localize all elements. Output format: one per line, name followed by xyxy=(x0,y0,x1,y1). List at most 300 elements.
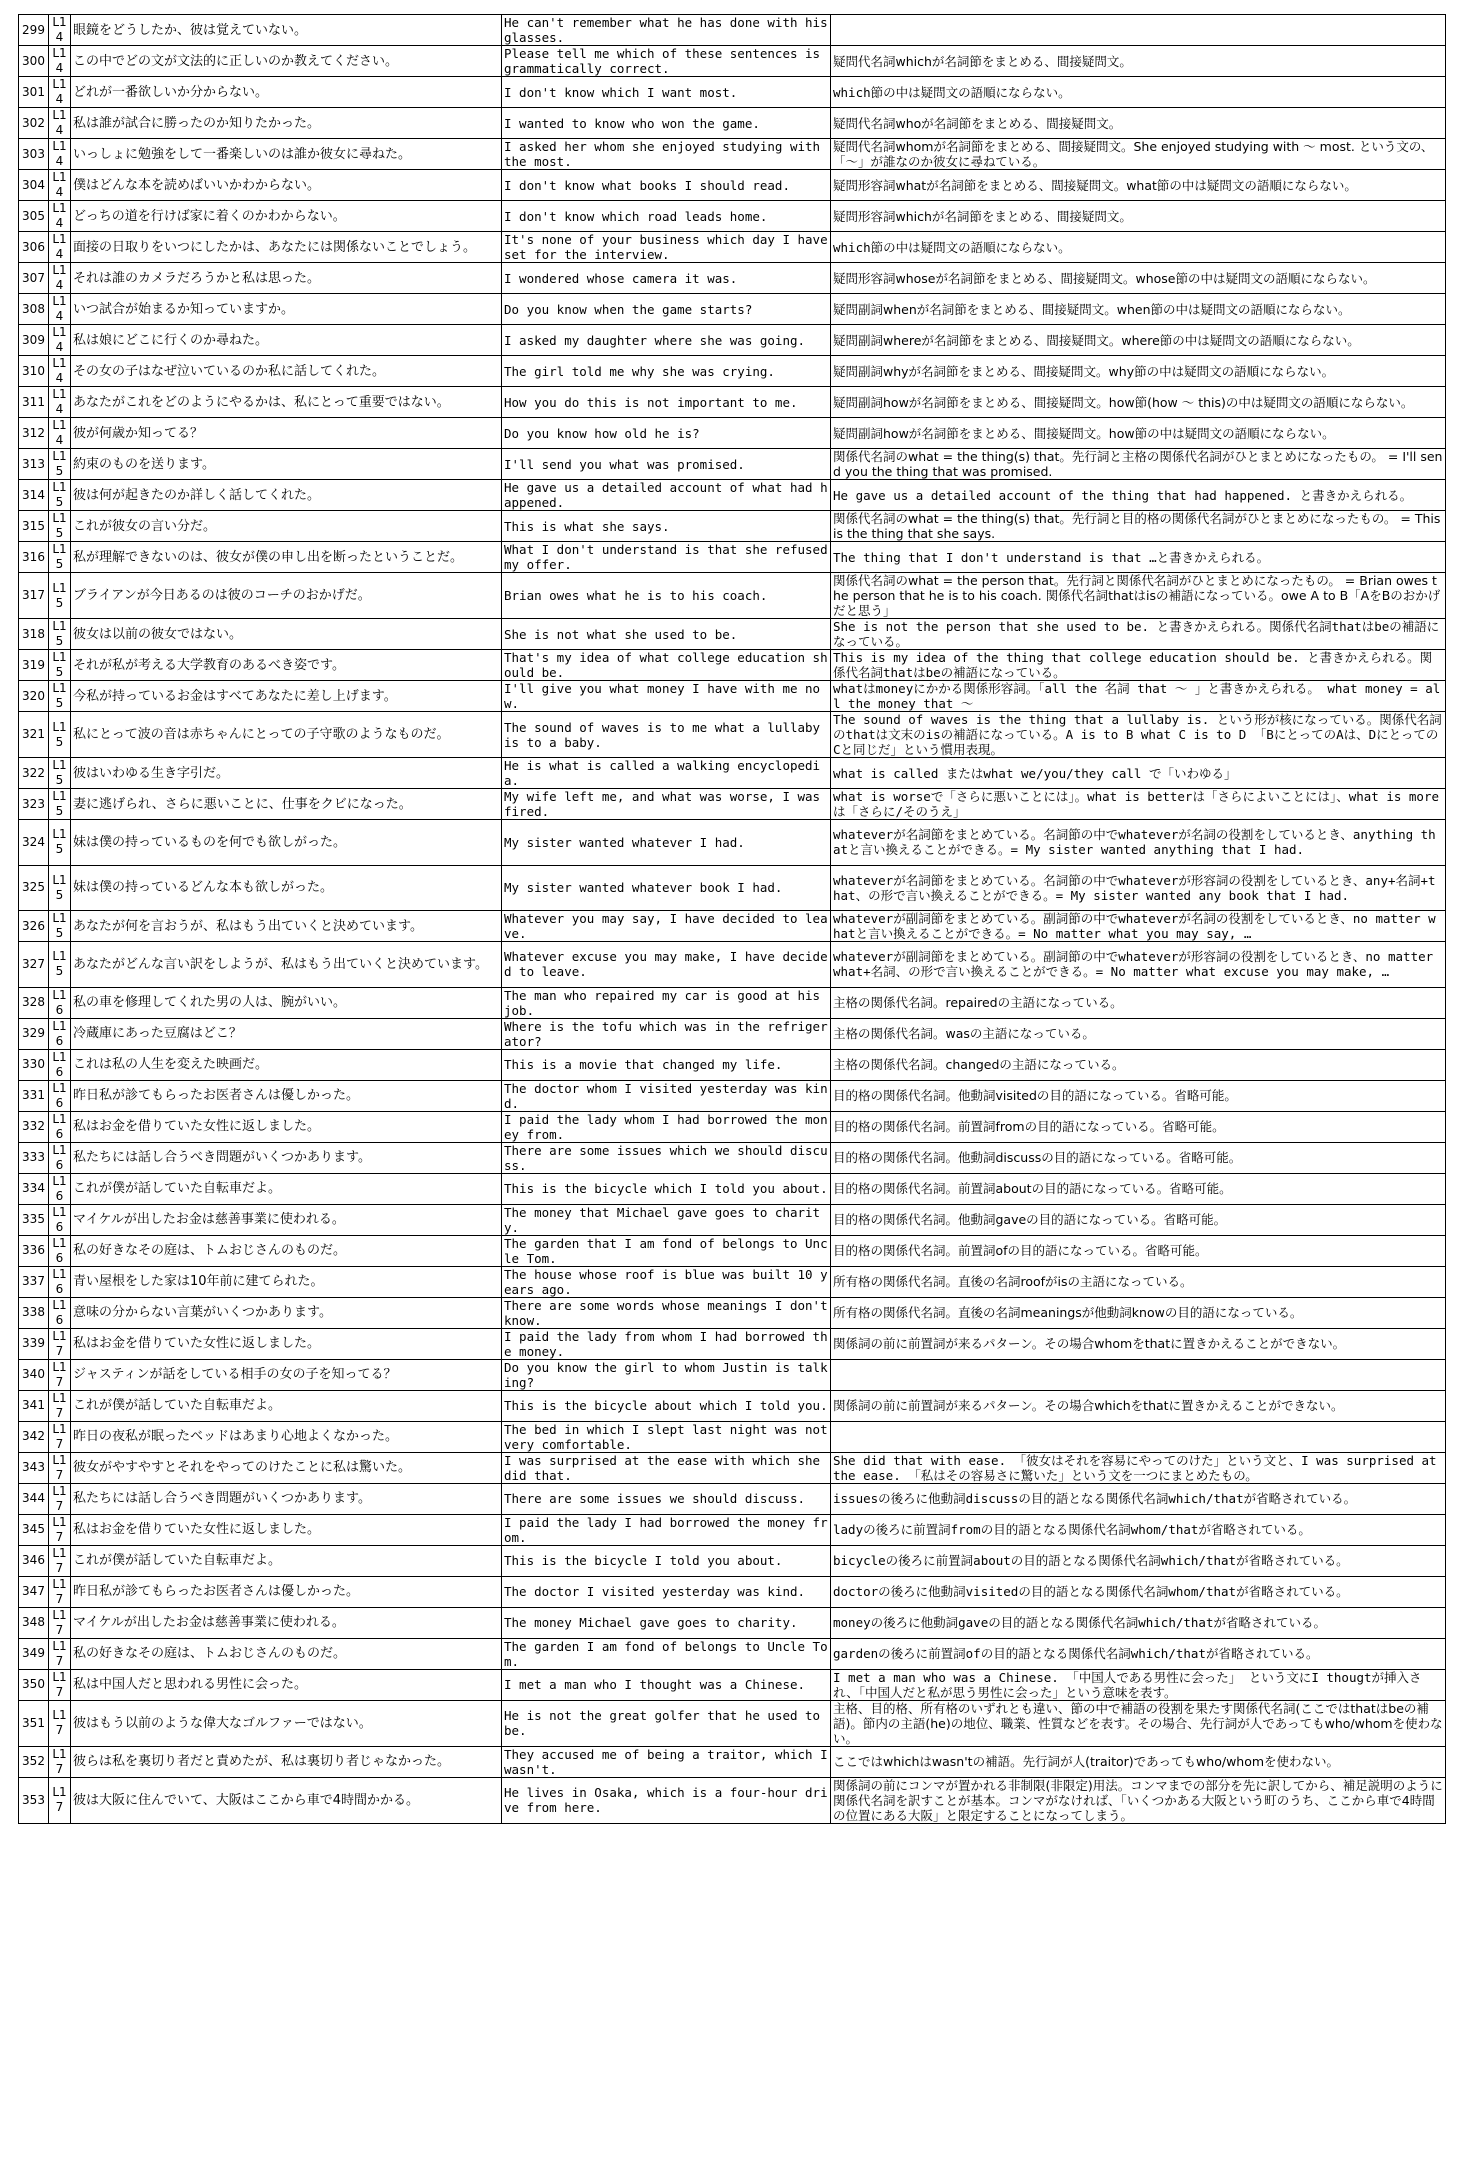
row-number: 351 xyxy=(19,1700,49,1746)
table-row xyxy=(19,1607,1446,1638)
grammar-note: 疑問副詞howが名詞節をまとめる、間接疑問文。how節(how ～ this)の中は疑問文の語順にならない。 xyxy=(831,387,1446,418)
grammar-note: ladyの後ろに前置詞fromの目的語となる関係代名詞whom/thatが省略されている。 xyxy=(831,1514,1446,1545)
grammar-note: 疑問形容詞whoseが名詞節をまとめる、間接疑問文。whose節の中は疑問文の語順にならない。 xyxy=(831,263,1446,294)
lesson-cell: L15 xyxy=(49,511,71,542)
table-row xyxy=(19,1483,1446,1514)
row-number: 327 xyxy=(19,942,49,988)
japanese-sentence: マイケルが出したお金は慈善事業に使われる。 xyxy=(71,1204,502,1235)
japanese-sentence: 私の好きなその庭は、トムおじさんのものだ。 xyxy=(71,1638,502,1669)
row-number: 348 xyxy=(19,1607,49,1638)
grammar-note: 疑問副詞howが名詞節をまとめる、間接疑問文。how節の中は疑問文の語順にならない。 xyxy=(831,418,1446,449)
table-row xyxy=(19,1080,1446,1111)
grammar-note: 主格の関係代名詞。wasの主語になっている。 xyxy=(831,1018,1446,1049)
row-number: 328 xyxy=(19,987,49,1018)
table-row xyxy=(19,1142,1446,1173)
table-row xyxy=(19,619,1446,650)
table-row xyxy=(19,712,1446,758)
row-number: 321 xyxy=(19,712,49,758)
row-number: 345 xyxy=(19,1514,49,1545)
japanese-sentence: 彼は大阪に住んでいて、大阪はここから車で4時間かかる。 xyxy=(71,1777,502,1823)
english-sentence: The money that Michael gave goes to charity. xyxy=(502,1204,831,1235)
japanese-sentence: 私は中国人だと思われる男性に会った。 xyxy=(71,1669,502,1700)
table-row xyxy=(19,987,1446,1018)
english-sentence: I asked my daughter where she was going. xyxy=(502,325,831,356)
japanese-sentence: これが僕が話していた自転車だよ。 xyxy=(71,1390,502,1421)
row-number: 329 xyxy=(19,1018,49,1049)
english-sentence: I don't know which road leads home. xyxy=(502,201,831,232)
english-sentence: I was surprised at the ease with which she did that. xyxy=(502,1452,831,1483)
grammar-note: The thing that I don't understand is that …と書きかえられる。 xyxy=(831,542,1446,573)
grammar-note: whateverが名詞節をまとめている。名詞節の中でwhateverが形容詞の役割をしているとき、any+名詞+that、の形で言い換えることができる。= My sister wanted any book that I had. xyxy=(831,865,1446,911)
japanese-sentence: 妹は僕の持っているどんな本も欲しがった。 xyxy=(71,865,502,911)
lesson-cell: L14 xyxy=(49,418,71,449)
lesson-cell: L17 xyxy=(49,1390,71,1421)
lesson-cell: L17 xyxy=(49,1576,71,1607)
table-row xyxy=(19,1235,1446,1266)
english-sentence: The man who repaired my car is good at his job. xyxy=(502,987,831,1018)
english-sentence: I don't know which I want most. xyxy=(502,77,831,108)
grammar-note: 所有格の関係代名詞。直後の名詞roofがisの主語になっている。 xyxy=(831,1266,1446,1297)
lesson-cell: L14 xyxy=(49,232,71,263)
table-row xyxy=(19,1777,1446,1823)
grammar-note: which節の中は疑問文の語順にならない。 xyxy=(831,77,1446,108)
grammar-note: whateverが名詞節をまとめている。名詞節の中でwhateverが名詞の役割をしているとき、anything thatと言い換えることができる。= My sister wanted anything that I had. xyxy=(831,820,1446,866)
english-sentence: They accused me of being a traitor, which I wasn't. xyxy=(502,1746,831,1777)
table-row xyxy=(19,681,1446,712)
lesson-cell: L16 xyxy=(49,1018,71,1049)
english-sentence: This is a movie that changed my life. xyxy=(502,1049,831,1080)
table-row xyxy=(19,263,1446,294)
grammar-note: 関係代名詞のwhat = the thing(s) that。先行詞と目的格の関係代名詞がひとまとめになったもの。 = This is the thing that she says. xyxy=(831,511,1446,542)
row-number: 324 xyxy=(19,820,49,866)
grammar-note: whateverが副詞節をまとめている。副詞節の中でwhateverが名詞の役割をしているとき、no matter whatと言い換えることができる。= No matter what you may say, … xyxy=(831,911,1446,942)
english-sentence: This is what she says. xyxy=(502,511,831,542)
lesson-cell: L14 xyxy=(49,108,71,139)
grammar-note xyxy=(831,1421,1446,1452)
japanese-sentence: 私は娘にどこに行くのか尋ねた。 xyxy=(71,325,502,356)
grammar-note: 疑問形容詞whatが名詞節をまとめる、間接疑問文。what節の中は疑問文の語順にならない。 xyxy=(831,170,1446,201)
row-number: 353 xyxy=(19,1777,49,1823)
japanese-sentence: あなたがどんな言い訳をしようが、私はもう出ていくと決めています。 xyxy=(71,942,502,988)
grammar-note: He gave us a detailed account of the thing that had happened. と書きかえられる。 xyxy=(831,480,1446,511)
table-row xyxy=(19,1638,1446,1669)
table-row xyxy=(19,1421,1446,1452)
table-row xyxy=(19,294,1446,325)
row-number: 350 xyxy=(19,1669,49,1700)
lesson-cell: L14 xyxy=(49,201,71,232)
lesson-cell: L14 xyxy=(49,294,71,325)
table-row xyxy=(19,865,1446,911)
table-row xyxy=(19,1746,1446,1777)
japanese-sentence: 彼女は以前の彼女ではない。 xyxy=(71,619,502,650)
grammar-note: issuesの後ろに他動詞discussの目的語となる関係代名詞which/thatが省略されている。 xyxy=(831,1483,1446,1514)
grammar-note: what is worseで「さらに悪いことには」。what is betterは「さらによいことには」、what is moreは「さらに/そのうえ」 xyxy=(831,789,1446,820)
lesson-cell: L17 xyxy=(49,1483,71,1514)
row-number: 337 xyxy=(19,1266,49,1297)
table-row xyxy=(19,139,1446,170)
row-number: 340 xyxy=(19,1359,49,1390)
english-sentence: I'll give you what money I have with me now. xyxy=(502,681,831,712)
japanese-sentence: その女の子はなぜ泣いているのか私に話してくれた。 xyxy=(71,356,502,387)
japanese-sentence: いつ試合が始まるか知っていますか。 xyxy=(71,294,502,325)
japanese-sentence: 彼らは私を裏切り者だと責めたが、私は裏切り者じゃなかった。 xyxy=(71,1746,502,1777)
table-row xyxy=(19,1452,1446,1483)
grammar-note: 疑問副詞whyが名詞節をまとめる、間接疑問文。why節の中は疑問文の語順にならない。 xyxy=(831,356,1446,387)
lesson-cell: L15 xyxy=(49,820,71,866)
grammar-note: 目的格の関係代名詞。前置詞aboutの目的語になっている。省略可能。 xyxy=(831,1173,1446,1204)
english-sentence: This is the bicycle which I told you about. xyxy=(502,1173,831,1204)
english-sentence: The money Michael gave goes to charity. xyxy=(502,1607,831,1638)
lesson-cell: L16 xyxy=(49,1080,71,1111)
table-row xyxy=(19,232,1446,263)
english-sentence: I met a man who I thought was a Chinese. xyxy=(502,1669,831,1700)
row-number: 320 xyxy=(19,681,49,712)
lesson-cell: L16 xyxy=(49,1049,71,1080)
lesson-cell: L14 xyxy=(49,77,71,108)
english-sentence: He is not the great golfer that he used to be. xyxy=(502,1700,831,1746)
grammar-note: 所有格の関係代名詞。直後の名詞meaningsが他動詞knowの目的語になっている。 xyxy=(831,1297,1446,1328)
table-row xyxy=(19,1018,1446,1049)
japanese-sentence: それは誰のカメラだろうかと私は思った。 xyxy=(71,263,502,294)
row-number: 341 xyxy=(19,1390,49,1421)
lesson-cell: L15 xyxy=(49,573,71,619)
grammar-note: 目的格の関係代名詞。前置詞fromの目的語になっている。省略可能。 xyxy=(831,1111,1446,1142)
grammar-note: The sound of waves is the thing that a lullaby is. という形が核になっている。関係代名詞のthatは文末のisの補語になっている。A is to B what C is to D 「BにとってのAは、DにとってのCと同じだ」という慣用表現。 xyxy=(831,712,1446,758)
japanese-sentence: 昨日私が診てもらったお医者さんは優しかった。 xyxy=(71,1576,502,1607)
japanese-sentence: 妹は僕の持っているものを何でも欲しがった。 xyxy=(71,820,502,866)
lesson-cell: L16 xyxy=(49,1204,71,1235)
english-sentence: The garden that I am fond of belongs to Uncle Tom. xyxy=(502,1235,831,1266)
english-sentence: I don't know what books I should read. xyxy=(502,170,831,201)
table-row xyxy=(19,1514,1446,1545)
english-sentence: How you do this is not important to me. xyxy=(502,387,831,418)
grammar-note: 関係代名詞のwhat = the person that。先行詞と関係代名詞がひとまとめになったもの。 = Brian owes the person that he is to his coach. 関係代名詞thatはisの補語になっている。owe A to B「AをBのおかげだと思う」 xyxy=(831,573,1446,619)
table-row xyxy=(19,1266,1446,1297)
table-row xyxy=(19,542,1446,573)
row-number: 311 xyxy=(19,387,49,418)
lesson-cell: L15 xyxy=(49,789,71,820)
english-sentence: She is not what she used to be. xyxy=(502,619,831,650)
table-row xyxy=(19,511,1446,542)
row-number: 309 xyxy=(19,325,49,356)
lesson-cell: L17 xyxy=(49,1545,71,1576)
japanese-sentence: あなたがこれをどのようにやるかは、私にとって重要ではない。 xyxy=(71,387,502,418)
row-number: 331 xyxy=(19,1080,49,1111)
table-row xyxy=(19,1545,1446,1576)
row-number: 322 xyxy=(19,758,49,789)
lesson-cell: L15 xyxy=(49,619,71,650)
grammar-note: She is not the person that she used to be. と書きかえられる。関係代名詞thatはbeの補語になっている。 xyxy=(831,619,1446,650)
grammar-note: 目的格の関係代名詞。他動詞visitedの目的語になっている。省略可能。 xyxy=(831,1080,1446,1111)
grammar-note: 目的格の関係代名詞。他動詞discussの目的語になっている。省略可能。 xyxy=(831,1142,1446,1173)
row-number: 332 xyxy=(19,1111,49,1142)
grammar-note: 関係代名詞のwhat = the thing(s) that。先行詞と主格の関係代名詞がひとまとめになったもの。 = I'll send you the thing that was promised. xyxy=(831,449,1446,480)
japanese-sentence: 私が理解できないのは、彼女が僕の申し出を断ったということだ。 xyxy=(71,542,502,573)
japanese-sentence: 私の車を修理してくれた男の人は、腕がいい。 xyxy=(71,987,502,1018)
japanese-sentence: これは私の人生を変えた映画だ。 xyxy=(71,1049,502,1080)
grammar-note: 疑問副詞whenが名詞節をまとめる、間接疑問文。when節の中は疑問文の語順にならない。 xyxy=(831,294,1446,325)
row-number: 338 xyxy=(19,1297,49,1328)
japanese-sentence: 彼は何が起きたのか詳しく話してくれた。 xyxy=(71,480,502,511)
english-sentence: I paid the lady whom I had borrowed the money from. xyxy=(502,1111,831,1142)
english-sentence: Do you know when the game starts? xyxy=(502,294,831,325)
row-number: 319 xyxy=(19,650,49,681)
english-sentence: This is the bicycle about which I told you. xyxy=(502,1390,831,1421)
table-row xyxy=(19,573,1446,619)
row-number: 336 xyxy=(19,1235,49,1266)
grammar-note: 疑問形容詞whichが名詞節をまとめる、間接疑問文。 xyxy=(831,201,1446,232)
table-row xyxy=(19,325,1446,356)
row-number: 323 xyxy=(19,789,49,820)
grammar-note: This is my idea of the thing that college education should be. と書きかえられる。関係代名詞thatはbeの補語になっている。 xyxy=(831,650,1446,681)
english-sentence: I paid the lady from whom I had borrowed the money. xyxy=(502,1328,831,1359)
japanese-sentence: どっちの道を行けば家に着くのかわからない。 xyxy=(71,201,502,232)
grammar-note: whatはmoneyにかかる関係形容詞。「all the 名詞 that ～ 」と書きかえられる。 what money = all the money that ～ xyxy=(831,681,1446,712)
row-number: 301 xyxy=(19,77,49,108)
row-number: 334 xyxy=(19,1173,49,1204)
table-row xyxy=(19,758,1446,789)
japanese-sentence: 私たちには話し合うべき問題がいくつかあります。 xyxy=(71,1142,502,1173)
lesson-cell: L14 xyxy=(49,325,71,356)
lesson-cell: L16 xyxy=(49,1142,71,1173)
english-sentence: I paid the lady I had borrowed the money from. xyxy=(502,1514,831,1545)
grammar-note: bicycleの後ろに前置詞aboutの目的語となる関係代名詞which/thatが省略されている。 xyxy=(831,1545,1446,1576)
english-sentence: He is what is called a walking encyclopedia. xyxy=(502,758,831,789)
row-number: 349 xyxy=(19,1638,49,1669)
lesson-cell: L15 xyxy=(49,480,71,511)
lesson-cell: L15 xyxy=(49,712,71,758)
table-row xyxy=(19,1669,1446,1700)
grammar-note: 疑問代名詞whoが名詞節をまとめる、間接疑問文。 xyxy=(831,108,1446,139)
english-sentence: My wife left me, and what was worse, I was fired. xyxy=(502,789,831,820)
japanese-sentence: ブライアンが今日あるのは彼のコーチのおかげだ。 xyxy=(71,573,502,619)
grammar-note: which節の中は疑問文の語順にならない。 xyxy=(831,232,1446,263)
lesson-cell: L16 xyxy=(49,1266,71,1297)
english-sentence: I'll send you what was promised. xyxy=(502,449,831,480)
lesson-cell: L16 xyxy=(49,1173,71,1204)
row-number: 299 xyxy=(19,15,49,46)
grammar-note: 疑問代名詞whichが名詞節をまとめる、間接疑問文。 xyxy=(831,46,1446,77)
japanese-sentence: 私たちには話し合うべき問題がいくつかあります。 xyxy=(71,1483,502,1514)
lesson-cell: L17 xyxy=(49,1514,71,1545)
table-row xyxy=(19,911,1446,942)
row-number: 315 xyxy=(19,511,49,542)
english-sentence: It's none of your business which day I have set for the interview. xyxy=(502,232,831,263)
row-number: 313 xyxy=(19,449,49,480)
grammar-note: moneyの後ろに他動詞gaveの目的語となる関係代名詞which/thatが省略されている。 xyxy=(831,1607,1446,1638)
lesson-cell: L15 xyxy=(49,681,71,712)
japanese-sentence: 私はお金を借りていた女性に返しました。 xyxy=(71,1514,502,1545)
lesson-cell: L15 xyxy=(49,758,71,789)
lesson-cell: L16 xyxy=(49,1235,71,1266)
row-number: 339 xyxy=(19,1328,49,1359)
lesson-cell: L17 xyxy=(49,1700,71,1746)
japanese-sentence: 私はお金を借りていた女性に返しました。 xyxy=(71,1328,502,1359)
row-number: 347 xyxy=(19,1576,49,1607)
english-sentence: The garden I am fond of belongs to Uncle Tom. xyxy=(502,1638,831,1669)
row-number: 300 xyxy=(19,46,49,77)
english-sentence: Do you know how old he is? xyxy=(502,418,831,449)
english-sentence: Whatever excuse you may make, I have decided to leave. xyxy=(502,942,831,988)
english-sentence: There are some issues which we should discuss. xyxy=(502,1142,831,1173)
table-row xyxy=(19,1390,1446,1421)
table-row xyxy=(19,1297,1446,1328)
japanese-sentence: 眼鏡をどうしたか、彼は覚えていない。 xyxy=(71,15,502,46)
grammar-note: what is called またはwhat we/you/they call で「いわゆる」 xyxy=(831,758,1446,789)
japanese-sentence: 僕はどんな本を読めばいいかわからない。 xyxy=(71,170,502,201)
japanese-sentence: いっしょに勉強をして一番楽しいのは誰か彼女に尋ねた。 xyxy=(71,139,502,170)
row-number: 325 xyxy=(19,865,49,911)
lesson-cell: L17 xyxy=(49,1638,71,1669)
grammar-note: 目的格の関係代名詞。前置詞ofの目的語になっている。省略可能。 xyxy=(831,1235,1446,1266)
english-sentence: My sister wanted whatever I had. xyxy=(502,820,831,866)
english-sentence: The doctor I visited yesterday was kind. xyxy=(502,1576,831,1607)
lesson-cell: L14 xyxy=(49,139,71,170)
lesson-cell: L17 xyxy=(49,1359,71,1390)
english-sentence: Whatever you may say, I have decided to leave. xyxy=(502,911,831,942)
lesson-cell: L14 xyxy=(49,356,71,387)
table-row xyxy=(19,46,1446,77)
japanese-sentence: 青い屋根をした家は10年前に建てられた。 xyxy=(71,1266,502,1297)
table-row xyxy=(19,1173,1446,1204)
row-number: 306 xyxy=(19,232,49,263)
row-number: 317 xyxy=(19,573,49,619)
grammar-note: whateverが副詞節をまとめている。副詞節の中でwhateverが形容詞の役割をしているとき、no matter what+名詞、の形で言い換えることができる。= No matter what excuse you may make, … xyxy=(831,942,1446,988)
row-number: 305 xyxy=(19,201,49,232)
table-row xyxy=(19,170,1446,201)
japanese-sentence: あなたが何を言おうが、私はもう出ていくと決めています。 xyxy=(71,911,502,942)
lesson-cell: L14 xyxy=(49,170,71,201)
japanese-sentence: どれが一番欲しいか分からない。 xyxy=(71,77,502,108)
japanese-sentence: マイケルが出したお金は慈善事業に使われる。 xyxy=(71,1607,502,1638)
japanese-sentence: これが僕が話していた自転車だよ。 xyxy=(71,1545,502,1576)
lesson-cell: L17 xyxy=(49,1328,71,1359)
row-number: 302 xyxy=(19,108,49,139)
table-row xyxy=(19,1576,1446,1607)
lesson-cell: L15 xyxy=(49,542,71,573)
sentence-table xyxy=(18,14,1446,1824)
lesson-cell: L16 xyxy=(49,1111,71,1142)
row-number: 326 xyxy=(19,911,49,942)
japanese-sentence: 約束のものを送ります。 xyxy=(71,449,502,480)
table-row xyxy=(19,1204,1446,1235)
english-sentence: The house whose roof is blue was built 10 years ago. xyxy=(502,1266,831,1297)
english-sentence: I wanted to know who won the game. xyxy=(502,108,831,139)
japanese-sentence: 今私が持っているお金はすべてあなたに差し上げます。 xyxy=(71,681,502,712)
grammar-note: 疑問代名詞whomが名詞節をまとめる、間接疑問文。She enjoyed studying with ～ most. という文の、「～」が誰なのか彼女に尋ねている。 xyxy=(831,139,1446,170)
row-number: 312 xyxy=(19,418,49,449)
japanese-sentence: 私にとって波の音は赤ちゃんにとっての子守歌のようなものだ。 xyxy=(71,712,502,758)
lesson-cell: L15 xyxy=(49,942,71,988)
grammar-note: 目的格の関係代名詞。他動詞gaveの目的語になっている。省略可能。 xyxy=(831,1204,1446,1235)
lesson-cell: L17 xyxy=(49,1421,71,1452)
english-sentence: I wondered whose camera it was. xyxy=(502,263,831,294)
english-sentence: What I don't understand is that she refused my offer. xyxy=(502,542,831,573)
lesson-cell: L15 xyxy=(49,449,71,480)
english-sentence: He gave us a detailed account of what had happened. xyxy=(502,480,831,511)
japanese-sentence: 私はお金を借りていた女性に返しました。 xyxy=(71,1111,502,1142)
lesson-cell: L17 xyxy=(49,1669,71,1700)
english-sentence: The bed in which I slept last night was not very comfortable. xyxy=(502,1421,831,1452)
table-row xyxy=(19,1111,1446,1142)
table-row xyxy=(19,449,1446,480)
grammar-note: 関係詞の前にコンマが置かれる非制限(非限定)用法。コンマまでの部分を先に訳してから、補足説明のように関係代名詞を訳すことが基本。コンマがなければ、「いくつかある大阪という町のうち、ここから車で4時間の位置にある大阪」と限定することになってしまう。 xyxy=(831,1777,1446,1823)
row-number: 330 xyxy=(19,1049,49,1080)
japanese-sentence: 意味の分からない言葉がいくつかあります。 xyxy=(71,1297,502,1328)
row-number: 310 xyxy=(19,356,49,387)
lesson-cell: L16 xyxy=(49,987,71,1018)
row-number: 335 xyxy=(19,1204,49,1235)
lesson-cell: L15 xyxy=(49,650,71,681)
japanese-sentence: 彼はもう以前のような偉大なゴルファーではない。 xyxy=(71,1700,502,1746)
japanese-sentence: 昨日私が診てもらったお医者さんは優しかった。 xyxy=(71,1080,502,1111)
english-sentence: My sister wanted whatever book I had. xyxy=(502,865,831,911)
table-row xyxy=(19,418,1446,449)
lesson-cell: L15 xyxy=(49,911,71,942)
grammar-note: 疑問副詞whereが名詞節をまとめる、間接疑問文。where節の中は疑問文の語順にならない。 xyxy=(831,325,1446,356)
table-row xyxy=(19,789,1446,820)
row-number: 343 xyxy=(19,1452,49,1483)
table-row xyxy=(19,108,1446,139)
grammar-note: 主格の関係代名詞。changedの主語になっている。 xyxy=(831,1049,1446,1080)
grammar-note xyxy=(831,1359,1446,1390)
table-row xyxy=(19,77,1446,108)
english-sentence: The doctor whom I visited yesterday was kind. xyxy=(502,1080,831,1111)
english-sentence: I asked her whom she enjoyed studying with the most. xyxy=(502,139,831,170)
japanese-sentence: これが僕が話していた自転車だよ。 xyxy=(71,1173,502,1204)
english-sentence: Brian owes what he is to his coach. xyxy=(502,573,831,619)
table-row xyxy=(19,387,1446,418)
lesson-cell: L14 xyxy=(49,15,71,46)
japanese-sentence: 昨日の夜私が眠ったベッドはあまり心地よくなかった。 xyxy=(71,1421,502,1452)
japanese-sentence: それが私が考える大学教育のあるべき姿です。 xyxy=(71,650,502,681)
english-sentence: This is the bicycle I told you about. xyxy=(502,1545,831,1576)
lesson-cell: L15 xyxy=(49,865,71,911)
row-number: 314 xyxy=(19,480,49,511)
table-row xyxy=(19,201,1446,232)
table-row xyxy=(19,650,1446,681)
row-number: 342 xyxy=(19,1421,49,1452)
english-sentence: That's my idea of what college education should be. xyxy=(502,650,831,681)
table-row xyxy=(19,820,1446,866)
japanese-sentence: 彼はいわゆる生き字引だ。 xyxy=(71,758,502,789)
english-sentence: The sound of waves is to me what a lullaby is to a baby. xyxy=(502,712,831,758)
grammar-note: 関係詞の前に前置詞が来るパターン。その場合whichをthatに置きかえることができない。 xyxy=(831,1390,1446,1421)
row-number: 303 xyxy=(19,139,49,170)
lesson-cell: L17 xyxy=(49,1746,71,1777)
row-number: 346 xyxy=(19,1545,49,1576)
table-row xyxy=(19,942,1446,988)
lesson-cell: L17 xyxy=(49,1607,71,1638)
english-sentence: Where is the tofu which was in the refrigerator? xyxy=(502,1018,831,1049)
grammar-note: doctorの後ろに他動詞visitedの目的語となる関係代名詞whom/thatが省略されている。 xyxy=(831,1576,1446,1607)
japanese-sentence: この中でどの文が文法的に正しいのか教えてください。 xyxy=(71,46,502,77)
english-sentence: Do you know the girl to whom Justin is talking? xyxy=(502,1359,831,1390)
japanese-sentence: 私は誰が試合に勝ったのか知りたかった。 xyxy=(71,108,502,139)
lesson-cell: L17 xyxy=(49,1777,71,1823)
table-row xyxy=(19,15,1446,46)
row-number: 304 xyxy=(19,170,49,201)
lesson-cell: L17 xyxy=(49,1452,71,1483)
row-number: 308 xyxy=(19,294,49,325)
row-number: 318 xyxy=(19,619,49,650)
japanese-sentence: 面接の日取りをいつにしたかは、あなたには関係ないことでしょう。 xyxy=(71,232,502,263)
japanese-sentence: 彼が何歳か知ってる？ xyxy=(71,418,502,449)
japanese-sentence: 妻に逃げられ、さらに悪いことに、仕事をクビになった。 xyxy=(71,789,502,820)
table-row xyxy=(19,1049,1446,1080)
english-sentence: He can't remember what he has done with his glasses. xyxy=(502,15,831,46)
table-body xyxy=(19,15,1446,1824)
